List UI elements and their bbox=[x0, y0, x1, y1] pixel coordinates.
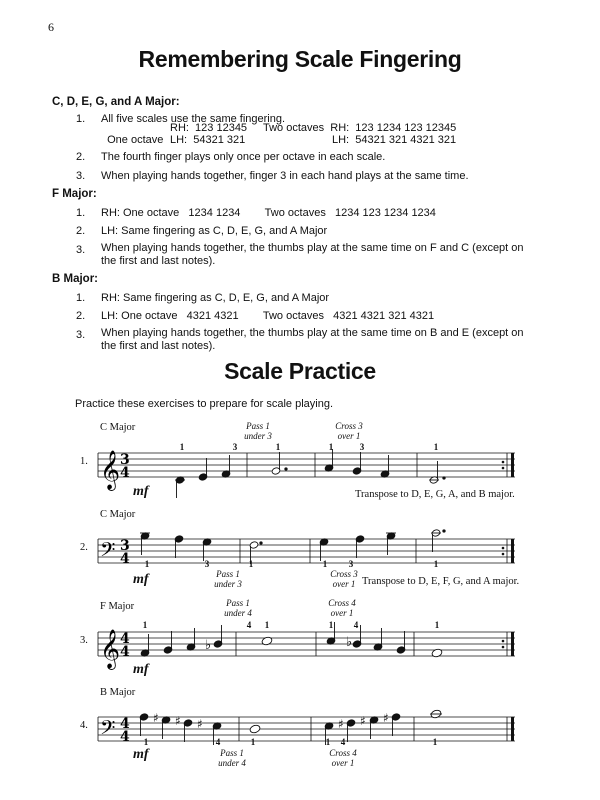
sharp-icon: ♯ bbox=[338, 717, 344, 731]
fingering-item-text: When playing hands together, the thumbs play at the same time on B and E (except on bbox=[101, 327, 524, 339]
exercise-number: 2. bbox=[80, 542, 88, 553]
section-heading-cdega: C, D, E, G, and A Major: bbox=[52, 96, 180, 108]
item-number: 3. bbox=[76, 244, 86, 256]
dynamic-marking: mf bbox=[133, 747, 149, 762]
pass-instruction: Pass 1 under 4 bbox=[224, 598, 252, 618]
fingering-number: 4 bbox=[340, 737, 346, 747]
fingering-number: 1 bbox=[322, 559, 328, 569]
lh-one-octave: LH: 54321 321 bbox=[170, 134, 246, 146]
fingering-number: 1 bbox=[434, 620, 440, 630]
fingering-number: 4 bbox=[215, 737, 221, 747]
fingering-number: 4 bbox=[353, 620, 359, 630]
time-signature-lower: 4 bbox=[120, 465, 130, 481]
item-number: 2. bbox=[76, 151, 86, 163]
page-title: Remembering Scale Fingering bbox=[138, 46, 462, 72]
exercise-number: 3. bbox=[80, 635, 88, 646]
intro-text: Practice these exercises to prepare for scale playing. bbox=[75, 398, 334, 410]
fingering-number: 1 bbox=[328, 442, 334, 452]
time-signature-lower: 4 bbox=[120, 729, 130, 745]
fingering-number: 3 bbox=[359, 442, 365, 452]
page-number: 6 bbox=[48, 20, 54, 34]
time-signature-upper: 3 bbox=[120, 452, 130, 468]
exercise-key-label: C Major bbox=[100, 509, 136, 520]
exercise-key-label: F Major bbox=[100, 601, 135, 612]
fingering-item-text: LH: Same fingering as C, D, E, G, and A Major bbox=[101, 225, 328, 237]
fingering-number: 1 bbox=[179, 442, 185, 452]
fingering-number: 1 bbox=[143, 737, 149, 747]
fingering-item-text: RH: Same fingering as C, D, E, G, and A Major bbox=[101, 292, 330, 304]
fingering-item-text: RH: One octave 1234 1234 Two octaves 1234 123 1234 1234 bbox=[101, 207, 436, 219]
fingering-number: 1 bbox=[250, 737, 256, 747]
note-group bbox=[139, 709, 442, 745]
fingering-number: 1 bbox=[264, 620, 270, 630]
fingering-number: 1 bbox=[144, 559, 150, 569]
dynamic-marking: mf bbox=[133, 572, 149, 587]
flat-icon: ♭ bbox=[346, 635, 353, 650]
section-heading-b: B Major: bbox=[52, 273, 98, 285]
time-signature-upper: 4 bbox=[120, 716, 130, 732]
sharp-icon: ♯ bbox=[360, 714, 366, 728]
fingering-number: 1 bbox=[433, 559, 439, 569]
sharp-icon: ♯ bbox=[153, 711, 159, 725]
bass-clef-icon: 𝄢 bbox=[100, 716, 116, 744]
exercise-key-label: C Major bbox=[100, 422, 136, 433]
time-signature-lower: 4 bbox=[120, 644, 130, 660]
fingering-number: 1 bbox=[142, 620, 148, 630]
item-number: 3. bbox=[76, 170, 86, 182]
fingering-number: 3 bbox=[232, 442, 238, 452]
fingering-number: 1 bbox=[328, 620, 334, 630]
fingering-item-text: LH: One octave 4321 4321 Two octaves 4321 4321 321 4321 bbox=[101, 310, 435, 322]
item-number: 2. bbox=[76, 310, 86, 322]
fingering-number: 1 bbox=[275, 442, 281, 452]
pass-instruction: Pass 1 under 3 bbox=[244, 421, 272, 441]
fingering-number: 1 bbox=[325, 737, 331, 747]
fingering-item-text: the first and last notes). bbox=[101, 340, 216, 352]
rh-one-octave: RH: 123 12345 bbox=[170, 122, 248, 134]
fingering-number: 1 bbox=[248, 559, 254, 569]
cross-instruction: Cross 4 over 1 bbox=[329, 748, 357, 768]
lh-two-octaves: LH: 54321 321 4321 321 bbox=[332, 134, 457, 146]
rh-two-octaves: Two octaves RH: 123 1234 123 12345 bbox=[263, 122, 457, 134]
bass-clef-icon: 𝄢 bbox=[100, 538, 116, 566]
exercise-number: 1. bbox=[80, 456, 88, 467]
pass-instruction: Pass 1 under 3 bbox=[214, 569, 242, 589]
fingering-item-text: When playing hands together, the thumbs play at the same time on F and C (except on bbox=[101, 242, 524, 254]
transpose-instruction: Transpose to D, E, G, A, and B major. bbox=[355, 489, 515, 500]
fingering-number: 4 bbox=[246, 620, 252, 630]
sharp-icon: ♯ bbox=[197, 717, 203, 731]
cross-instruction: Cross 3 over 1 bbox=[330, 569, 358, 589]
time-signature-upper: 3 bbox=[120, 538, 130, 554]
section-heading-f: F Major: bbox=[52, 188, 97, 200]
exercise-key-label: B Major bbox=[100, 687, 136, 698]
item-number: 1. bbox=[76, 207, 86, 219]
sharp-icon: ♯ bbox=[175, 714, 181, 728]
fingering-item-text: All five scales use the same fingering. bbox=[101, 113, 286, 125]
transpose-instruction: Transpose to D, E, F, G, and A major. bbox=[362, 576, 520, 587]
item-number: 2. bbox=[76, 225, 86, 237]
section-title-scale-practice: Scale Practice bbox=[224, 358, 376, 384]
cross-instruction: Cross 3 over 1 bbox=[335, 421, 363, 441]
item-number: 3. bbox=[76, 329, 86, 341]
flat-icon: ♭ bbox=[205, 638, 212, 653]
time-signature-upper: 4 bbox=[120, 631, 130, 647]
pass-instruction: Pass 1 under 4 bbox=[218, 748, 246, 768]
treble-clef-icon: 𝄞 bbox=[100, 629, 121, 669]
fingering-number: 1 bbox=[432, 737, 438, 747]
fingering-number: 1 bbox=[433, 442, 439, 452]
fingering-item-text: When playing hands together, finger 3 in each hand plays at the same time. bbox=[101, 170, 469, 182]
item-number: 1. bbox=[76, 292, 86, 304]
fingering-item-text: The fourth finger plays only once per octave in each scale. bbox=[101, 151, 386, 163]
fingering-number: 3 bbox=[204, 559, 210, 569]
exercise-number: 4. bbox=[80, 720, 88, 731]
cross-instruction: Cross 4 over 1 bbox=[328, 598, 356, 618]
time-signature-lower: 4 bbox=[120, 551, 130, 567]
dynamic-marking: mf bbox=[133, 662, 149, 677]
fingering-item-text: the first and last notes). bbox=[101, 255, 216, 267]
item-number: 1. bbox=[76, 113, 86, 125]
treble-clef-icon: 𝄞 bbox=[100, 450, 121, 490]
fingering-number: 3 bbox=[348, 559, 354, 569]
sharp-icon: ♯ bbox=[383, 711, 389, 725]
one-octave-label: One octave bbox=[107, 134, 164, 146]
dynamic-marking: mf bbox=[133, 484, 149, 499]
